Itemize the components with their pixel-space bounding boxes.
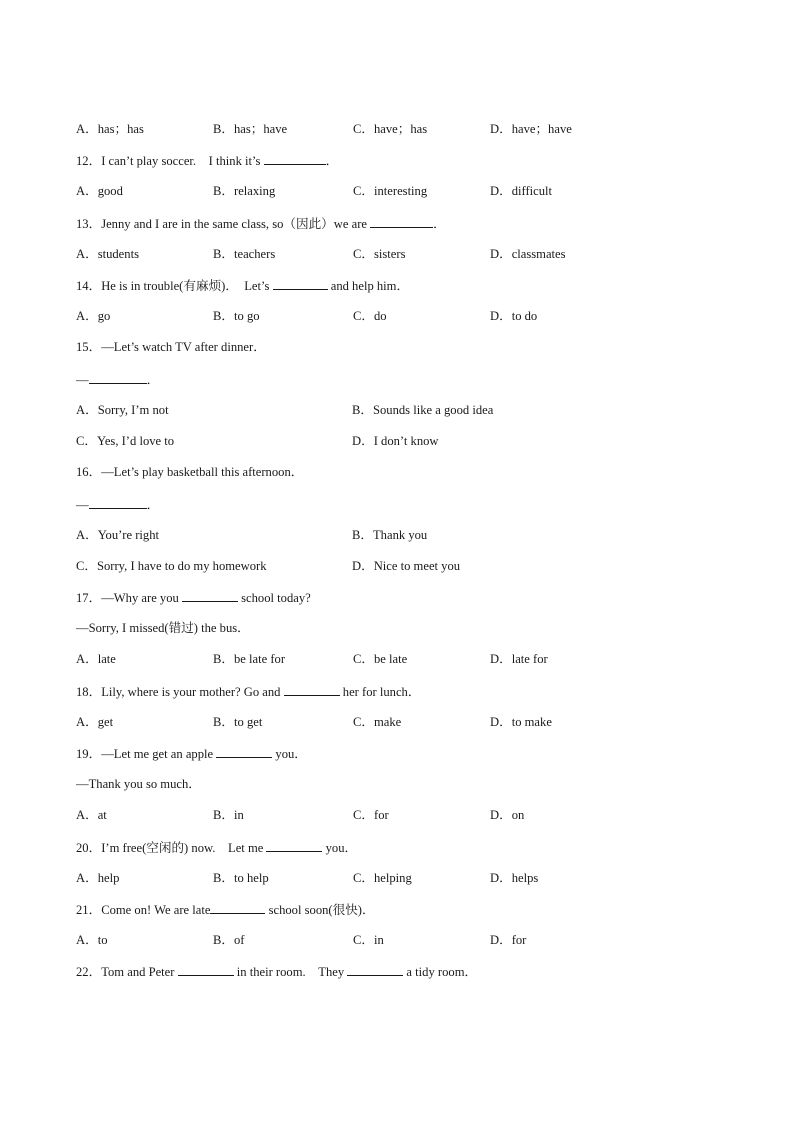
q14-option-a[interactable]: A．go bbox=[76, 309, 111, 323]
q21-option-c[interactable]: C．in bbox=[353, 933, 384, 947]
q11-option-b[interactable]: B．has；have bbox=[213, 122, 288, 136]
q20-answer-blank[interactable] bbox=[266, 837, 322, 852]
q16-answer-blank[interactable] bbox=[89, 494, 147, 509]
q21-option-b[interactable]: B．of bbox=[213, 933, 245, 947]
q15-reply bbox=[76, 369, 159, 389]
q15-option-d[interactable]: D．I don’t know bbox=[352, 434, 439, 448]
q12-option-d[interactable]: D．difficult bbox=[490, 184, 553, 198]
q22-answer-blank-1[interactable] bbox=[178, 961, 234, 976]
q16-option-b[interactable]: B．Thank you bbox=[352, 528, 428, 542]
q16-option-a[interactable]: A．You’re right bbox=[76, 528, 160, 542]
q22-answer-blank-2[interactable] bbox=[347, 961, 403, 976]
q12-option-a[interactable]: A．good bbox=[76, 184, 123, 198]
q13-option-c[interactable]: C．sisters bbox=[353, 247, 406, 261]
q19-option-d[interactable]: D．on bbox=[490, 808, 525, 822]
q17-stem bbox=[76, 587, 311, 607]
q17-answer-blank[interactable] bbox=[182, 587, 238, 602]
q18-option-d[interactable]: D．to make bbox=[490, 715, 552, 729]
q13-option-b[interactable]: B．teachers bbox=[213, 247, 276, 261]
q16-option-d[interactable]: D．Nice to meet you bbox=[352, 559, 461, 573]
q20-option-a[interactable]: A．help bbox=[76, 871, 120, 885]
q19-stem bbox=[76, 743, 307, 763]
q18-option-b[interactable]: B．to get bbox=[213, 715, 263, 729]
q20-text-pre: 20．I’m free(空闲的) now. Let me bbox=[76, 841, 267, 855]
q13-option-d[interactable]: D．classmates bbox=[490, 247, 566, 261]
q15-reply-end: ． bbox=[146, 373, 160, 387]
q18-option-a[interactable]: A．get bbox=[76, 715, 114, 729]
q14-option-d[interactable]: D．to do bbox=[490, 309, 538, 323]
q12-option-b[interactable]: B．relaxing bbox=[213, 184, 276, 198]
q22-text-pre: 22．Tom and Peter bbox=[76, 965, 178, 979]
q21-text-pre: 21．Come on! We are late bbox=[76, 903, 211, 917]
q17-option-d[interactable]: D．late for bbox=[490, 652, 548, 666]
q20-option-b[interactable]: B．to help bbox=[213, 871, 269, 885]
q20-stem bbox=[76, 837, 357, 857]
q16-reply-end: ． bbox=[146, 498, 160, 512]
q19-option-b[interactable]: B．in bbox=[213, 808, 244, 822]
q15-option-a[interactable]: A．Sorry, I’m not bbox=[76, 403, 169, 417]
q16-stem: 16．—Let’s play basketball this afternoon． bbox=[76, 465, 304, 479]
q22-text-mid: in their room. They bbox=[233, 965, 348, 979]
q21-answer-blank[interactable] bbox=[210, 899, 265, 914]
q14-option-c[interactable]: C．do bbox=[353, 309, 387, 323]
q18-stem bbox=[76, 681, 420, 701]
q16-reply-dash: — bbox=[76, 498, 89, 512]
q15-reply-dash: — bbox=[76, 373, 89, 387]
q16-reply bbox=[76, 494, 159, 514]
q18-option-c[interactable]: C．make bbox=[353, 715, 402, 729]
q12-option-c[interactable]: C．interesting bbox=[353, 184, 428, 198]
q13-answer-blank[interactable] bbox=[370, 213, 433, 228]
q15-answer-blank[interactable] bbox=[89, 369, 147, 384]
q18-text-post: her for lunch． bbox=[339, 685, 421, 699]
q16-option-c[interactable]: C．Sorry, I have to do my homework bbox=[76, 559, 267, 573]
q18-text-pre: 18．Lily, where is your mother? Go and bbox=[76, 685, 284, 699]
q15-stem: 15．—Let’s watch TV after dinner． bbox=[76, 340, 266, 354]
q17-option-b[interactable]: B．be late for bbox=[213, 652, 286, 666]
q18-answer-blank[interactable] bbox=[284, 681, 340, 696]
q14-text-post: and help him． bbox=[327, 279, 410, 293]
q20-text-post: you． bbox=[322, 841, 358, 855]
q14-text-pre: 14．He is in trouble(有麻烦)． Let’s bbox=[76, 279, 273, 293]
q12-text-post: ． bbox=[325, 154, 339, 168]
q11-option-c[interactable]: C．have；has bbox=[353, 122, 428, 136]
q11-option-a[interactable]: A．has；has bbox=[76, 122, 144, 136]
q15-option-c[interactable]: C．Yes, I’d love to bbox=[76, 434, 175, 448]
q17-text-pre: 17．—Why are you bbox=[76, 591, 182, 605]
q12-answer-blank[interactable] bbox=[264, 150, 326, 165]
q19-text-post: you． bbox=[272, 747, 307, 761]
q11-option-d[interactable]: D．have；have bbox=[490, 122, 572, 136]
q20-option-c[interactable]: C．helping bbox=[353, 871, 412, 885]
q12-stem bbox=[76, 150, 338, 170]
q19-text-pre: 19．—Let me get an apple bbox=[76, 747, 217, 761]
q17-option-c[interactable]: C．be late bbox=[353, 652, 408, 666]
q13-text-pre: 13．Jenny and I are in the same class, so（因此）we are bbox=[76, 217, 371, 231]
q22-text-post: a tidy room． bbox=[403, 965, 478, 979]
q14-stem bbox=[76, 275, 409, 295]
q17-option-a[interactable]: A．late bbox=[76, 652, 116, 666]
q19-option-a[interactable]: A．at bbox=[76, 808, 107, 822]
q21-stem bbox=[76, 899, 375, 919]
q13-text-post: ． bbox=[433, 217, 446, 231]
q22-stem bbox=[76, 961, 477, 981]
q21-text-post: school soon(很快)． bbox=[265, 903, 375, 917]
q13-stem bbox=[76, 213, 446, 233]
q21-option-d[interactable]: D．for bbox=[490, 933, 527, 947]
q17-text-post: school today? bbox=[237, 591, 311, 605]
q19-reply: —Thank you so much． bbox=[76, 777, 201, 791]
q13-option-a[interactable]: A．students bbox=[76, 247, 139, 261]
q14-option-b[interactable]: B．to go bbox=[213, 309, 260, 323]
q21-option-a[interactable]: A．to bbox=[76, 933, 108, 947]
q19-answer-blank[interactable] bbox=[216, 743, 272, 758]
q14-answer-blank[interactable] bbox=[273, 275, 328, 290]
q17-reply: —Sorry, I missed(错过) the bus． bbox=[76, 621, 250, 635]
q20-option-d[interactable]: D．helps bbox=[490, 871, 539, 885]
q19-option-c[interactable]: C．for bbox=[353, 808, 389, 822]
q12-text-pre: 12．I can’t play soccer. I think it’s bbox=[76, 154, 264, 168]
q15-option-b[interactable]: B．Sounds like a good idea bbox=[352, 403, 494, 417]
